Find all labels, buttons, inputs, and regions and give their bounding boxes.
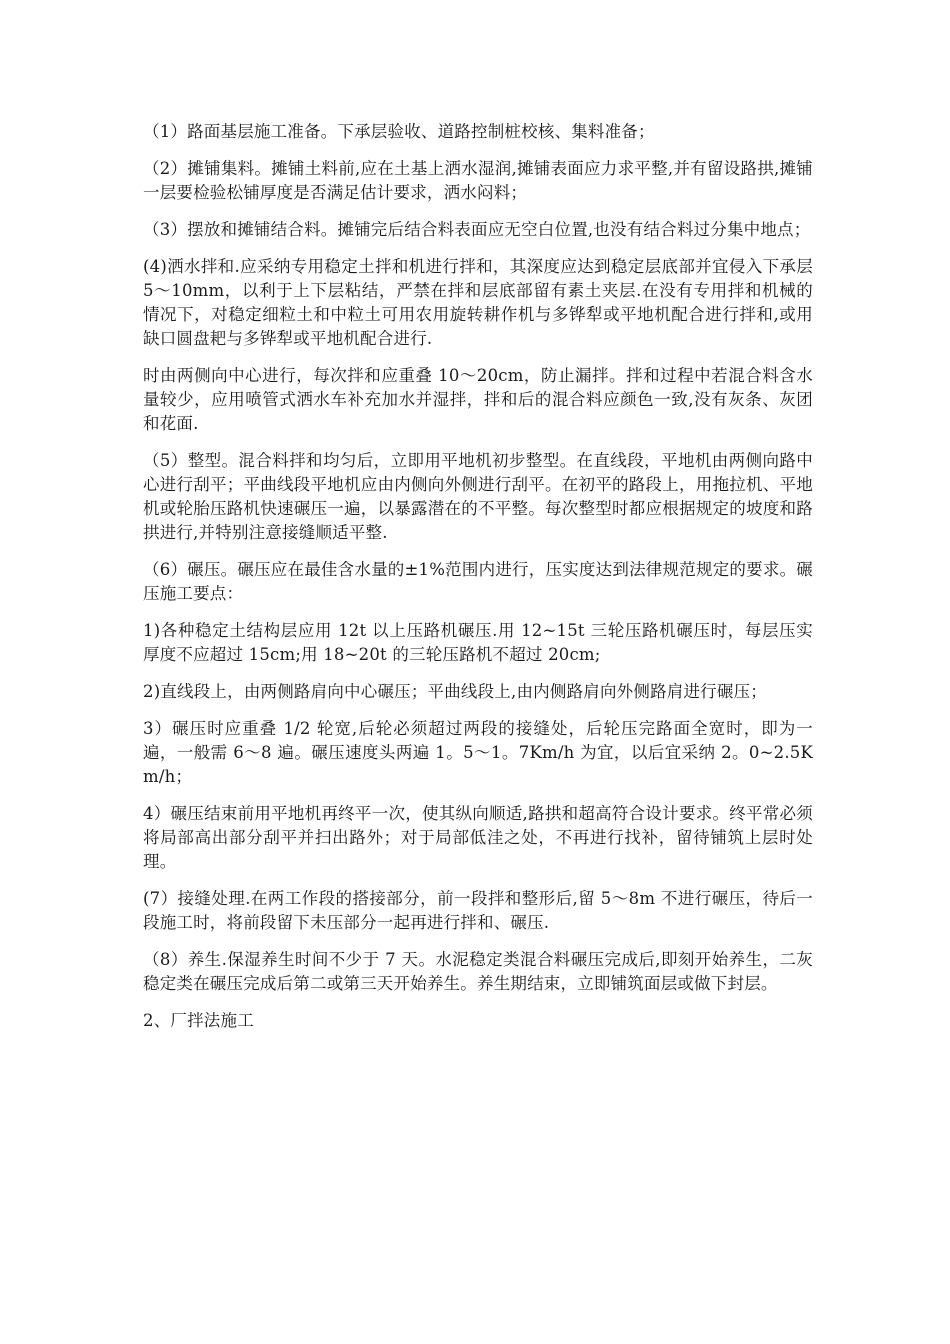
paragraph-9: 2)直线段上，由两侧路肩向中心碾压；平曲线段上,由内侧路肩向外侧路肩进行碾压； <box>143 682 767 701</box>
paragraph-7: （6）碾压。碾压应在最佳含水量的±1%范围内进行，压实度达到法律规范规定的要求。碾压施工要点： <box>143 560 813 603</box>
section-heading: 2、厂拌法施工 <box>143 1011 254 1030</box>
paragraph-8: 1)各种稳定土结构层应用 12t 以上压路机碾压.用 12~15t 三轮压路机碾压时，每层压实厚度不应超过 15cm;用 18~20t 的三轮压路机不超过 20cm; <box>143 621 813 664</box>
paragraph-3: （3）摆放和摊铺结合料。摊铺完后结合料表面应无空白位置,也没有结合料过分集中地点； <box>143 220 811 239</box>
paragraph-10: 3）碾压时应重叠 1/2 轮宽,后轮必须超过两段的接缝处，后轮压完路面全宽时，即为一遍，一般需 6～8 遍。碾压速度头两遍 1。5～1。7Km/h 为宜，以后宜采纳 2。0~2.5Km/h； <box>143 719 813 786</box>
paragraph-11: 4）碾压结束前用平地机再终平一次，使其纵向顺适,路拱和超高符合设计要求。终平常必须将局部高出部分刮平并扫出路外；对于局部低洼之处，不再进行找补，留待铺筑上层时处理。 <box>143 804 813 871</box>
paragraph-6: （5）整型。混合料拌和均匀后，立即用平地机初步整型。在直线段，平地机由两侧向路中心进行刮平；平曲线段平地机应由内侧向外侧进行刮平。在初平的路段上，用拖拉机、平地机或轮胎压路机快速碾压一遍，以暴露潜在的不平整。每次整型时都应根据规定的坡度和路拱进行,并特别注意接缝顺适平整. <box>143 451 813 542</box>
paragraph-1: （1）路面基层施工准备。下承层验收、道路控制桩校核、集料准备； <box>143 122 655 141</box>
document-page <box>143 120 813 1046</box>
paragraph-4: (4)洒水拌和.应采纳专用稳定土拌和机进行拌和，其深度应达到稳定层底部并宜侵入下承层 5～10mm，以利于上下层粘结，严禁在拌和层底部留有素土夹层.在没有专用拌和机械的情况下，对稳定细粒土和中粒土可用农用旋转耕作机与多铧犁或平地机配合进行拌和,或用缺口圆盘耙与多铧犁或平地机配合进行. <box>143 257 813 348</box>
paragraph-13: （8）养生.保湿养生时间不少于 7 天。水泥稳定类混合料碾压完成后,即刻开始养生，二灰稳定类在碾压完成后第二或第三天开始养生。养生期结束，立即铺筑面层或做下封层。 <box>143 950 813 993</box>
paragraph-12: (7）接缝处理.在两工作段的搭接部分，前一段拌和整形后,留 5～8m 不进行碾压，待后一段施工时，将前段留下未压部分一起再进行拌和、碾压. <box>143 889 813 932</box>
paragraph-5: 时由两侧向中心进行，每次拌和应重叠 10～20cm，防止漏拌。拌和过程中若混合料含水量较少，应用喷管式洒水车补充加水并湿拌，拌和后的混合料应颜色一致,没有灰条、灰团和花面. <box>143 366 813 433</box>
paragraph-2: （2）摊铺集料。摊铺土料前,应在土基上洒水湿润,摊铺表面应力求平整,并有留设路拱,摊铺一层要检验松铺厚度是否满足估计要求，洒水闷料； <box>143 159 813 202</box>
